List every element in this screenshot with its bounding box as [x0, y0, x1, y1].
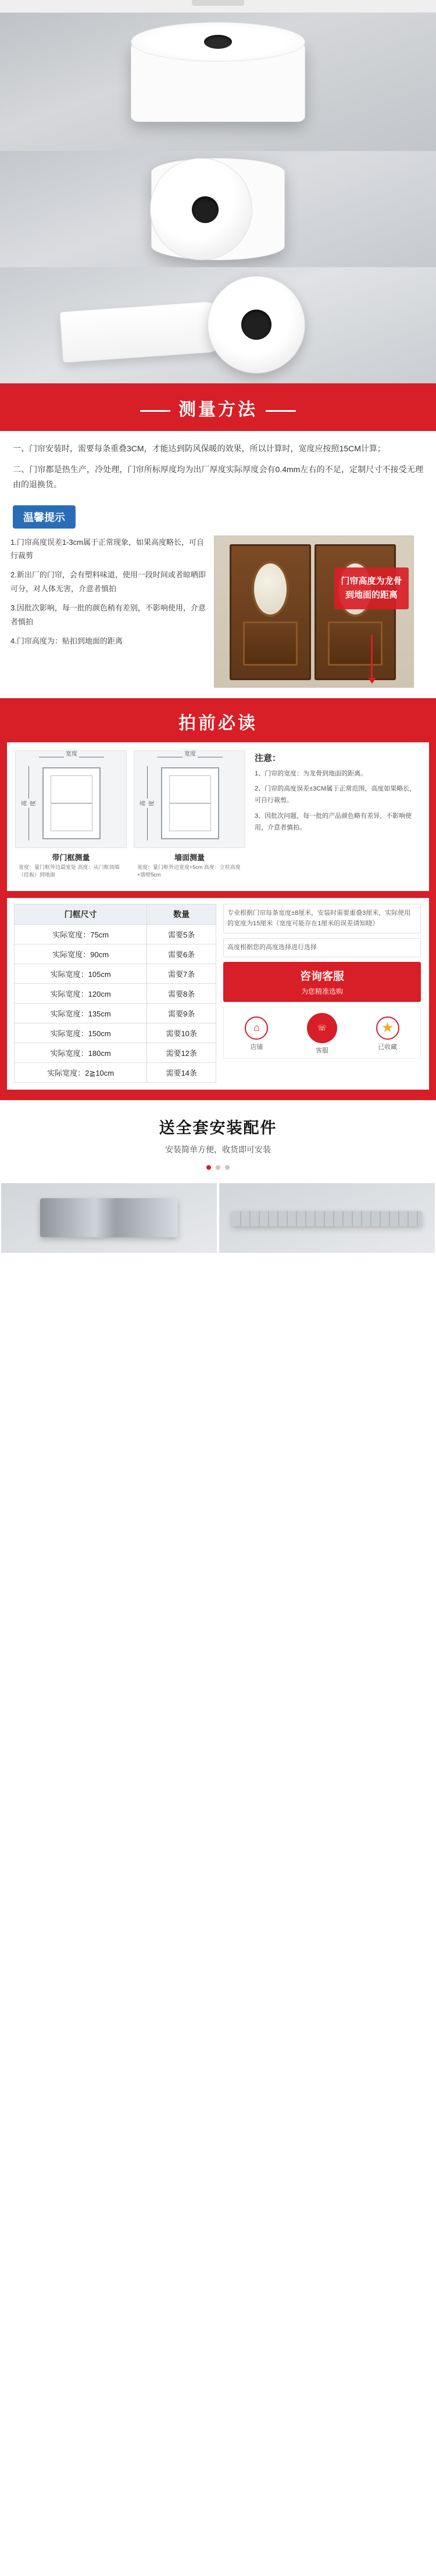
- table-row: [15, 964, 216, 983]
- cell-size: 实际宽度：105cm: [15, 964, 147, 983]
- width-label: 宽度: [183, 749, 198, 757]
- service-customer-service[interactable]: [296, 1013, 348, 1055]
- table-header-quantity: 数量: [147, 904, 216, 924]
- roll-body: [151, 158, 285, 260]
- accessories-subtitle: 安装简单方便，收货即可安装: [165, 1144, 271, 1154]
- dot: [206, 1165, 211, 1170]
- door-leaf-left: [230, 544, 311, 680]
- diagram-caption: 墙面测量: [174, 853, 205, 862]
- table-row: [15, 1003, 216, 1023]
- roll-core-hole: [192, 196, 219, 223]
- height-dimension: [140, 766, 155, 840]
- roll-core-hole: [241, 310, 271, 340]
- dot: [216, 1165, 220, 1170]
- must-read-section: [0, 698, 436, 1100]
- product-photo-3: [0, 267, 436, 383]
- cell-size: 实际宽度：135cm: [15, 1003, 147, 1023]
- product-photo-1: [0, 13, 436, 151]
- cell-size: 实际宽度：90cm: [15, 944, 147, 964]
- measure-method-banner: [0, 383, 436, 431]
- cell-size: 实际宽度：150cm: [15, 1023, 147, 1043]
- accessories-photos: [0, 1183, 436, 1253]
- cell-qty: 需要7条: [147, 964, 216, 983]
- door-sketch: [161, 767, 219, 839]
- cell-qty: 需要10条: [147, 1023, 216, 1043]
- decorative-dash-right: [266, 410, 296, 412]
- dot: [225, 1165, 230, 1170]
- roll-illustration-unrolled: [131, 276, 305, 375]
- product-photo-2: [0, 151, 436, 267]
- hinge-icon: [40, 1198, 178, 1237]
- cell-qty: 需要14条: [147, 1062, 216, 1082]
- consult-panel: [223, 904, 421, 1083]
- table-row: [15, 1023, 216, 1043]
- table-row: [15, 924, 216, 944]
- accessories-section: [0, 1100, 436, 1183]
- diagram-wall-mount: [134, 750, 245, 883]
- decorative-dots: [0, 1162, 436, 1173]
- measure-method-text: [0, 431, 436, 503]
- roll-body: [131, 42, 305, 122]
- service-favorite[interactable]: [362, 1016, 414, 1051]
- store-icon: ⌂: [245, 1016, 268, 1040]
- tips-list: [10, 536, 206, 654]
- page-top-strip: [0, 0, 436, 13]
- roll-illustration-top: [131, 42, 305, 122]
- tips-and-door-row: [0, 536, 436, 698]
- diagram-figure: [134, 750, 245, 848]
- table-row: [15, 1043, 216, 1062]
- customer-service-icon: ☏: [307, 1013, 337, 1043]
- service-store[interactable]: [230, 1016, 283, 1051]
- cell-qty: 需要6条: [147, 944, 216, 964]
- roll-illustration-side: [151, 158, 285, 260]
- accessory-photo-bar: [219, 1183, 435, 1253]
- star-icon: ★: [376, 1016, 399, 1040]
- door-leaf-right: [315, 544, 396, 680]
- notice-block: [252, 750, 421, 883]
- cell-qty: 需要5条: [147, 924, 216, 944]
- decorative-dash-left: [140, 410, 170, 412]
- roll-body: [131, 276, 305, 375]
- tip-item-2: 2.新出厂的门帘，会有塑料味道，使用一段时间或者晾晒即可分，对人体无害，介意者慎拍: [10, 570, 206, 593]
- cell-qty: 需要9条: [147, 1003, 216, 1023]
- diagram-caption: 带门框测量: [52, 853, 90, 862]
- must-read-inner: [7, 742, 429, 891]
- cell-qty: 需要8条: [147, 983, 216, 1003]
- measure-method-title-row: [0, 395, 436, 421]
- height-label: 高度: [138, 799, 155, 808]
- measure-diagrams: [15, 750, 245, 883]
- diagram-figure: [15, 750, 127, 848]
- table-row: [15, 983, 216, 1003]
- measure-method-title: 测量方法: [178, 400, 258, 419]
- service-cs-label: 客服: [315, 1047, 328, 1054]
- door-sketch: [42, 767, 101, 839]
- service-fav-label: 已收藏: [378, 1043, 398, 1051]
- cell-qty: 需要12条: [147, 1043, 216, 1062]
- size-table: [14, 904, 216, 1083]
- size-table-block: [7, 898, 429, 1090]
- product-detail-page: [0, 0, 436, 1253]
- width-label: 宽度: [64, 749, 79, 757]
- door-panel: [328, 621, 383, 666]
- notice-heading: 注意：: [255, 753, 281, 763]
- accessory-photo-hinge: [1, 1183, 217, 1253]
- notice-item-1: 1、门帘的宽度：为龙骨到地面的距离。: [255, 770, 367, 777]
- table-header-size: 门框尺寸: [15, 904, 147, 924]
- tips-label: 温馨提示: [13, 505, 76, 529]
- door-panel: [243, 621, 298, 666]
- tip-item-3: 3.因批次影响，每一批的颜色稍有差别，不影响使用，介意者慎拍: [10, 603, 206, 626]
- measure-paragraph-1: 一、门帘安装时，需要每条重叠3CM，才能达到防风保暖的效果，所以计算时，宽度应按照15CM计算；: [13, 444, 385, 453]
- accessories-title: 送全套安装配件: [159, 1119, 277, 1137]
- door-height-callout: 门帘高度为龙骨到地面的距离: [334, 567, 409, 609]
- tip-item-4: 4.门帘高度为：贴扣到地面的距离: [10, 637, 123, 646]
- diagram-with-frame: [15, 750, 127, 883]
- diagram-note: 宽度：量门框外边最宽处 高度：从门框顶端（挂板）到地面: [19, 864, 120, 878]
- roll-core-hole: [204, 35, 232, 49]
- consult-subtitle: 为您精准选购: [301, 987, 343, 996]
- diagram-note: 宽度：量门框外边宽度+5cm 高度：立柱高度+墙壁5cm: [137, 864, 241, 878]
- measure-paragraph-2: 二、门帘都是热生产，冷处理，门帘所标厚度均为出厂厚度实际厚度会有0.4mm左右的不足，定制尺寸不接受无理由的退换货。: [13, 464, 423, 489]
- cell-size: 实际宽度：2≧10cm: [15, 1062, 147, 1082]
- table-header-row: [15, 904, 216, 924]
- mounting-bar-icon: [232, 1211, 421, 1226]
- height-label: 高度: [19, 799, 37, 808]
- door-reference-photo: [214, 536, 414, 688]
- height-dimension: [22, 766, 37, 840]
- measure-arrow-icon: [371, 635, 373, 679]
- unrolled-strip: [59, 300, 225, 362]
- must-read-title: 拍前必读: [178, 713, 258, 733]
- cell-size: 实际宽度：75cm: [15, 924, 147, 944]
- door-glass-oval: [252, 561, 289, 617]
- top-tab: [192, 0, 244, 6]
- cell-size: 实际宽度：180cm: [15, 1043, 147, 1062]
- table-row: [15, 1062, 216, 1082]
- table-row: [15, 944, 216, 964]
- service-row: [223, 1007, 421, 1059]
- tip-item-1: 1.门帘高度误差1-3cm属于正常现象，如果高度略长，可自行裁剪: [10, 537, 204, 561]
- service-store-label: 店铺: [250, 1043, 263, 1051]
- diagram-row: [15, 750, 245, 883]
- cell-size: 实际宽度：120cm: [15, 983, 147, 1003]
- width-calc-hint: 专业根据门帘每条宽度±8厘米，安装时需要重叠3厘米，实际使用的宽度为15厘米（宽度可能存在1厘米的误差请知晓）: [223, 904, 421, 933]
- notice-item-2: 2、门帘的高度误差±3CM属于正常范围，高度如果略长，可自行裁剪。: [255, 785, 416, 804]
- height-hint: 高度根据您的高度选择进行选择: [223, 938, 421, 957]
- consult-service-button[interactable]: [223, 962, 421, 1002]
- notice-item-3: 3、因批次问题，每一批的产品颜色略有差异，不影响使用，介意者慎拍。: [255, 813, 412, 831]
- consult-title: 咨询客服: [299, 970, 344, 983]
